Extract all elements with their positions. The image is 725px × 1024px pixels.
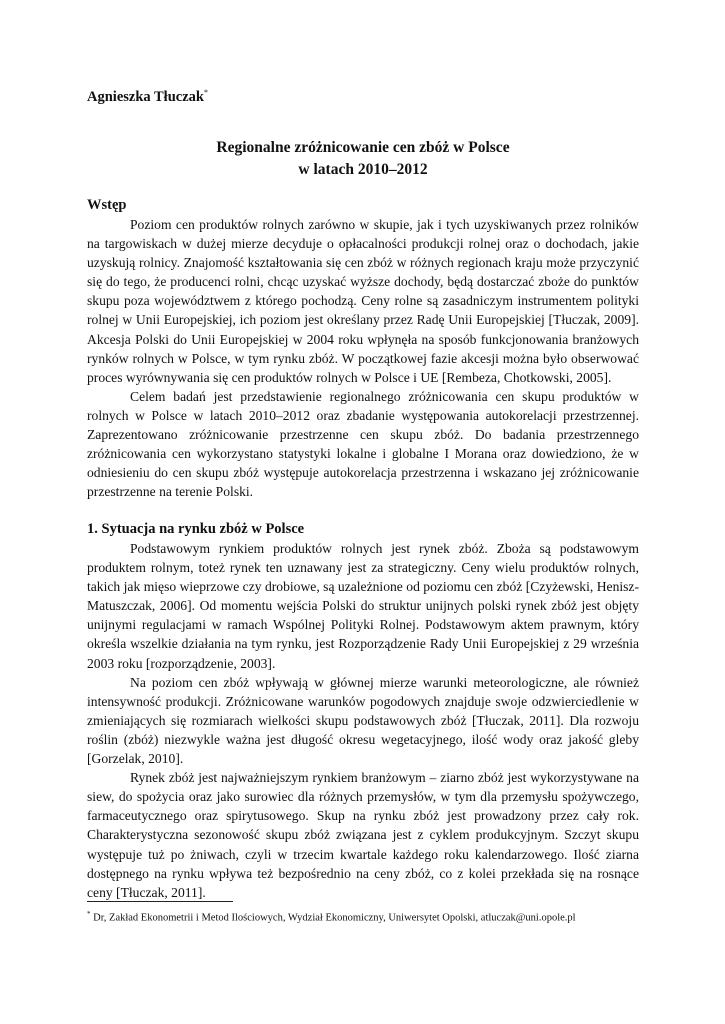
section-introduction [87, 196, 639, 501]
footnote-text: Dr, Zakład Ekonometrii i Metod Ilościowych, Wydział Ekonomiczny, Uniwersytet Opolski, atluczak@uni.opole.pl [93, 912, 576, 924]
paper-title [87, 137, 639, 181]
paper-title-line-1: Regionalne zróżnicowanie cen zbóż w Polsce [216, 139, 510, 156]
paragraph: Poziom cen produktów rolnych zarówno w skupie, jak i tych uzyskiwanych przez rolników na targowiskach w dużej mierze decyduje o opłacalności produkcji rolnej oraz o dochodach, jakie uzyskują rolnicy. Znajomość kształtowania się cen zbóż w różnych regionach kraju może przyczynić się do tego, że producenci rolni, chcąc uzyskać wyższe dochody, będą dostarczać zboże do punktów skupu poza województwem z którego pochodzą. Ceny rolne są zasadniczym instrumentem polityki rolnej w Unii Europejskiej, ich poziom jest określany przez Radę Unii Europejskiej [Tłuczak, 2009]. Akcesja Polski do Unii Europejskiej w 2004 roku wpłynęła na sposób funkcjonowania branżowych rynków rolnych w Polsce, w tym rynku zbóż. W początkowej fazie akcesji można było obserwować proces wyrównywania się cen produktów rolnych w Polsce i UE [Rembeza, Chotkowski, 2005]. [87, 217, 639, 385]
paragraph: Rynek zbóż jest najważniejszym rynkiem branżowym – ziarno zbóż jest wykorzystywane na siew, do spożycia oraz jako surowiec dla różnych przemysłów, w tym dla przemysłu spożywczego, farmaceutycznego oraz spirytusowego. Skup na rynku zbóż jest prowadzony przez cały rok. Charakterystyczna sezonowość skupu zbóż związana jest z cyklem produkcyjnym. Szczyt skupu występuje tuż po żniwach, czyli w trzecim kwartale każdego roku kalendarzowego. Ilość ziarna dostępnego na rynku wpływa też bezpośrednio na ceny zbóż, co z kolei przekłada się na rosnące ceny [Tłuczak, 2011]. [87, 770, 639, 900]
section-heading: 1. Sytuacja na rynku zbóż w Polsce [87, 521, 305, 537]
paragraph: Celem badań jest przedstawienie regionalnego zróżnicowania cen skupu produktów w rolnych w Polsce w latach 2010–2012 oraz zbadanie występowania autokorelacji przestrzennej. Zaprezentowano zróżnicowanie przestrzenne cen skupu zbóż. Do badania przestrzennego zróżnicowania cen wykorzystano statystyki lokalne i globalne I Morana oraz dowiedziono, że w odniesieniu do cen skupu zbóż występuje autokorelacja przestrzenna i wskazano jej zróżnicowanie przestrzenne na terenie Polski. [87, 388, 639, 500]
paragraph: Podstawowym rynkiem produktów rolnych jest rynek zbóż. Zboża są podstawowym produktem rolnym, toteż rynek ten uznawany jest za strategiczny. Ceny wielu produktów rolnych, takich jak mięso wieprzowe czy drobiowe, są uzależnione od poziomu cen zbóż [Czyżewski, Henisz-Matuszczak, 2006]. Od momentu wejścia Polski do struktur unijnych polski rynek zbóż jest objęty unijnymi regulacjami w ramach Wspólnej Polityki Rolnej. Podstawowym aktem prawnym, który określa wszelkie działania na tym rynku, jest Rozporządzenie Rady Unii Europejskiej z 29 września 2003 roku [rozporządzenie, 2003]. [87, 541, 639, 671]
author-footnote-mark: * [203, 88, 208, 97]
footnote-separator [87, 901, 233, 902]
footnote [87, 907, 639, 926]
section-market-situation [87, 520, 639, 902]
paper-title-line-2: w latach 2010–2012 [298, 161, 428, 178]
section-heading: Wstęp [87, 197, 127, 213]
paragraph: Na poziom cen zbóż wpływają w głównej mierze warunki meteorologiczne, ale również intensywność produkcji. Zróżnicowane warunków pogodowych znajduje swoje odzwierciedlenie w zmieniających się rozmiarach wielkości skupu podstawowych zbóż [Tłuczak, 2011]. Dla rozwoju roślin (zbóż) niezwykle ważna jest długość okresu wegetacyjnego, ilość wody oraz jakość gleby [Gorzelak, 2010]. [87, 674, 639, 767]
author-name [87, 88, 208, 106]
footnote-mark: * [87, 910, 91, 918]
author-name-text: Agnieszka Tłuczak [87, 88, 204, 105]
